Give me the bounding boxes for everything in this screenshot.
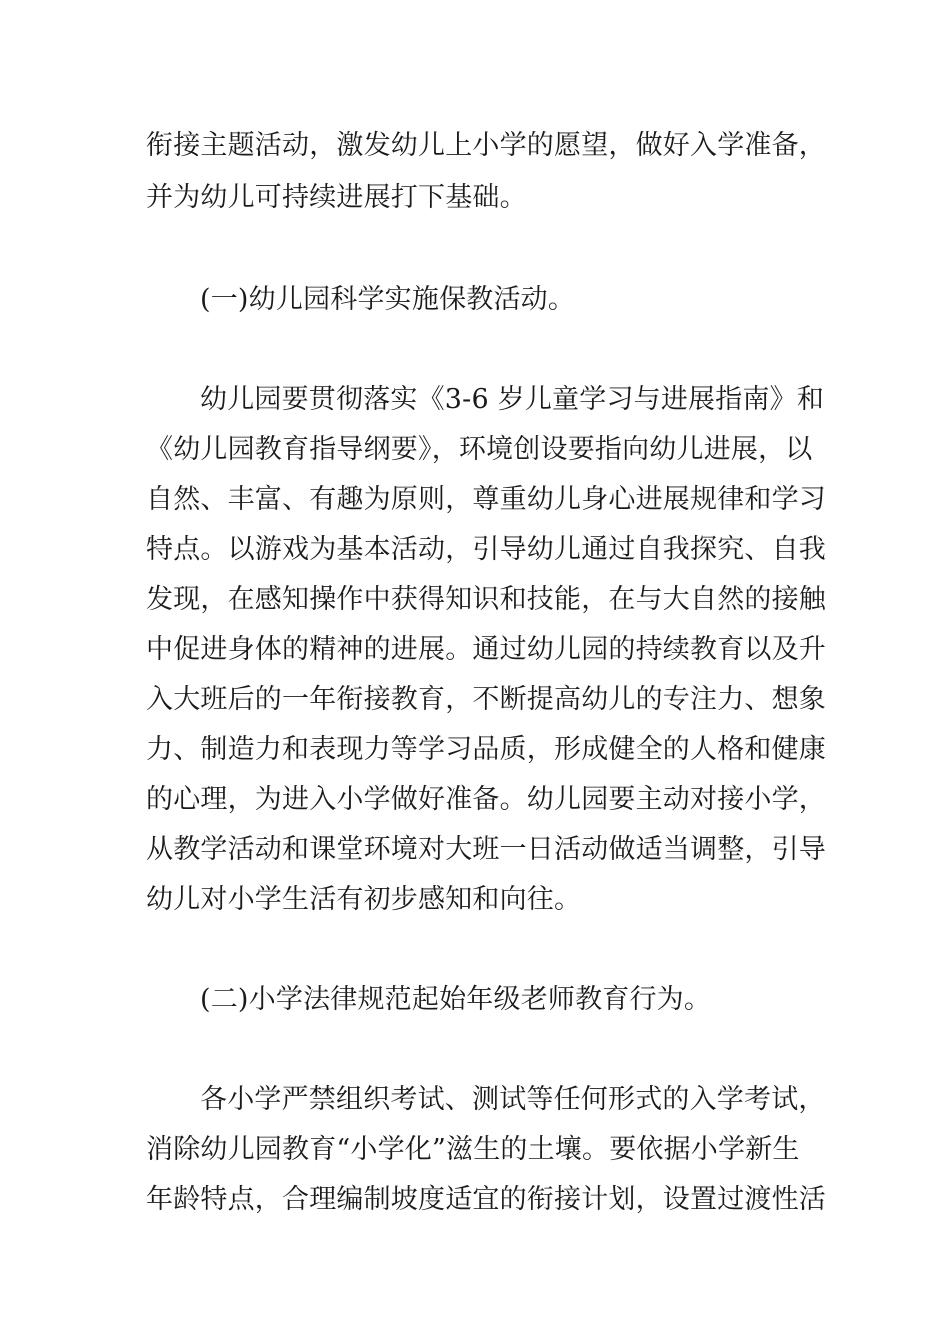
section-1-line-7: 入大班后的一年衔接教育，不断提高幼儿的专注力、想象 <box>146 684 826 715</box>
section-1-line-10: 从教学活动和课堂环境对大班一日活动做适当调整，引导 <box>146 834 826 865</box>
section-2-heading: (二)小学法律规范起始年级老师教育行为。 <box>200 984 712 1015</box>
section-2-line-1: 各小学严禁组织考试、测试等任何形式的入学考试， <box>200 1084 826 1115</box>
intro-line-2: 并为幼儿可持续进展打下基础。 <box>146 182 527 213</box>
intro-line-1: 衔接主题活动，激发幼儿上小学的愿望，做好入学准备， <box>146 130 826 161</box>
section-1-line-6: 中促进身体的精神的进展。通过幼儿园的持续教育以及升 <box>146 634 826 665</box>
section-1-heading: (一)幼儿园科学实施保教活动。 <box>200 284 576 315</box>
section-1-line-2: 《幼儿园教育指导纲要》，环境创设要指向幼儿进展，以 <box>146 434 813 465</box>
section-1-line-1: 幼儿园要贯彻落实《3-6 岁儿童学习与进展指南》和 <box>200 384 825 415</box>
section-1-line-4: 特点。以游戏为基本活动，引导幼儿通过自我探究、自我 <box>146 534 826 565</box>
section-1-line-8: 力、制造力和表现力等学习品质，形成健全的人格和健康 <box>146 734 826 765</box>
section-1-line-11: 幼儿对小学生活有初步感知和向往。 <box>146 884 582 915</box>
section-2-line-3: 年龄特点，合理编制坡度适宜的衔接计划，设置过渡性活 <box>146 1184 826 1215</box>
section-1-line-9: 的心理，为进入小学做好准备。幼儿园要主动对接小学， <box>146 784 826 815</box>
section-2-line-2: 消除幼儿园教育“小学化”滋生的土壤。要依据小学新生 <box>146 1134 800 1165</box>
section-1-line-5: 发现，在感知操作中获得知识和技能，在与大自然的接触 <box>146 584 826 615</box>
section-1-line-3: 自然、丰富、有趣为原则，尊重幼儿身心进展规律和学习 <box>146 484 826 515</box>
